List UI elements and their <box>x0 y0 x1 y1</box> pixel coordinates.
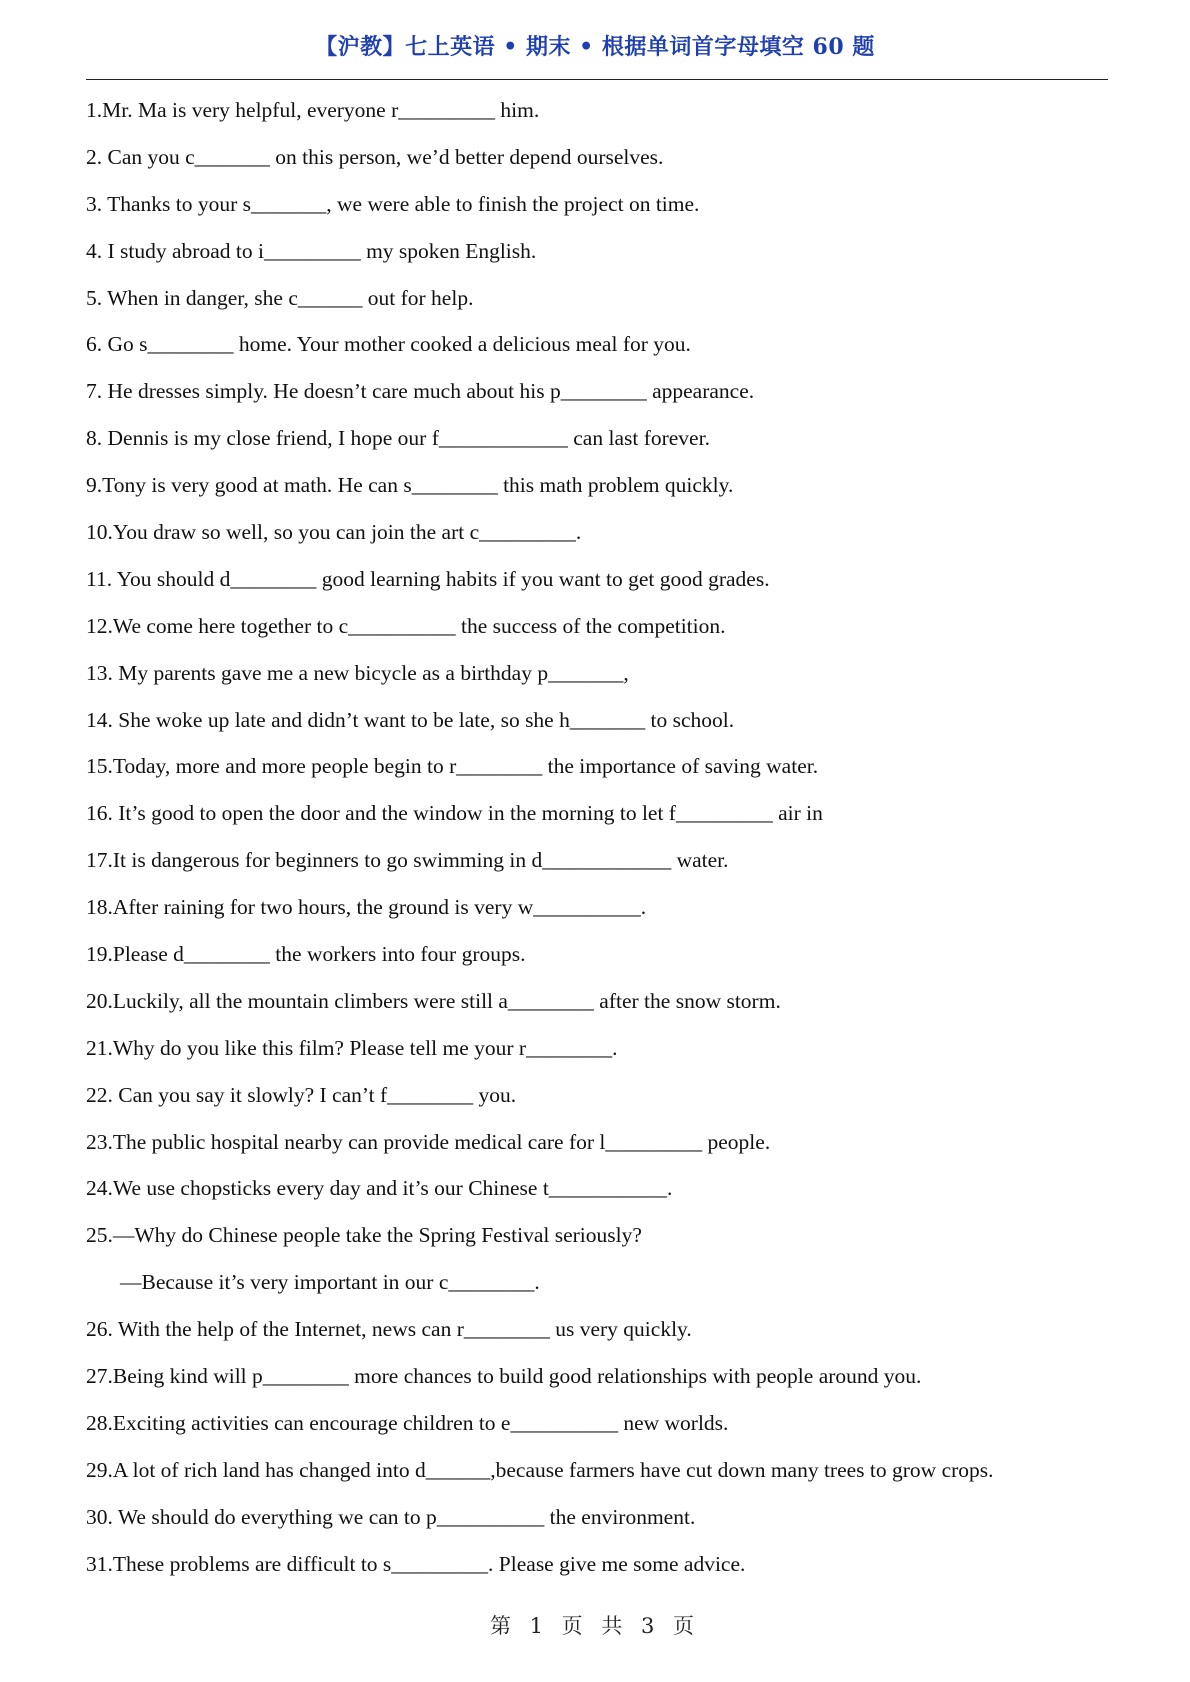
question-8: 8. Dennis is my close friend, I hope our f____________ can last forever. <box>86 426 710 451</box>
question-25: 25.—Why do Chinese people take the Spring Festival seriously? <box>86 1223 642 1248</box>
question-23: 23.The public hospital nearby can provide medical care for l_________ people. <box>86 1129 771 1154</box>
question-7: 7. He dresses simply. He doesn’t care much about his p________ appearance. <box>86 379 755 404</box>
question-19: 19.Please d________ the workers into four groups. <box>86 942 526 967</box>
question-30: 30. We should do everything we can to p__________ the environment. <box>86 1504 696 1529</box>
question-25-answer-line: —Because it’s very important in our c________. <box>120 1270 540 1295</box>
page-title: 【沪教】七上英语 • 期末 • 根据单词首字母填空 60 题 <box>315 34 875 60</box>
question-12: 12.We come here together to c__________ the success of the competition. <box>86 613 726 638</box>
question-10: 10.You draw so well, so you can join the art c_________. <box>86 520 582 545</box>
question-13: 13. My parents gave me a new bicycle as a birthday p_______, <box>86 660 629 685</box>
question-3: 3. Thanks to your s_______, we were able to finish the project on time. <box>86 191 700 216</box>
question-29: 29.A lot of rich land has changed into d______,because farmers have cut down many trees to grow crops. <box>86 1457 994 1482</box>
question-2: 2. Can you c_______ on this person, we’d better depend ourselves. <box>86 144 664 169</box>
question-22: 22. Can you say it slowly? I can’t f________ you. <box>86 1082 517 1107</box>
question-9: 9.Tony is very good at math. He can s________ this math problem quickly. <box>86 473 734 498</box>
question-31: 31.These problems are difficult to s_________. Please give me some advice. <box>86 1551 746 1576</box>
question-24: 24.We use chopsticks every day and it’s our Chinese t___________. <box>86 1176 673 1201</box>
question-6: 6. Go s________ home. Your mother cooked a delicious meal for you. <box>86 332 691 357</box>
question-17: 17.It is dangerous for beginners to go swimming in d____________ water. <box>86 848 729 873</box>
question-20: 20.Luckily, all the mountain climbers were still a________ after the snow storm. <box>86 988 781 1013</box>
question-5: 5. When in danger, she c______ out for help. <box>86 285 474 310</box>
question-18: 18.After raining for two hours, the ground is very w__________. <box>86 895 647 920</box>
question-26: 26. With the help of the Internet, news can r________ us very quickly. <box>86 1317 692 1342</box>
question-1: 1.Mr. Ma is very helpful, everyone r_________ him. <box>86 98 540 122</box>
question-14: 14. She woke up late and didn’t want to be late, so she h_______ to school. <box>86 707 735 732</box>
page-number: 第 1 页 共 3 页 <box>489 1614 701 1638</box>
question-16: 16. It’s good to open the door and the window in the morning to let f_________ air in <box>86 801 823 826</box>
header-divider <box>86 79 1108 80</box>
question-4: 4. I study abroad to i_________ my spoken English. <box>86 238 537 263</box>
question-27: 27.Being kind will p________ more chances to build good relationships with people around you. <box>86 1364 922 1389</box>
question-15: 15.Today, more and more people begin to r________ the importance of saving water. <box>86 754 819 779</box>
question-list <box>86 93 1126 1594</box>
question-11: 11. You should d________ good learning habits if you want to get good grades. <box>86 566 770 591</box>
question-21: 21.Why do you like this film? Please tell me your r________. <box>86 1035 618 1060</box>
question-28: 28.Exciting activities can encourage children to e__________ new worlds. <box>86 1410 729 1435</box>
